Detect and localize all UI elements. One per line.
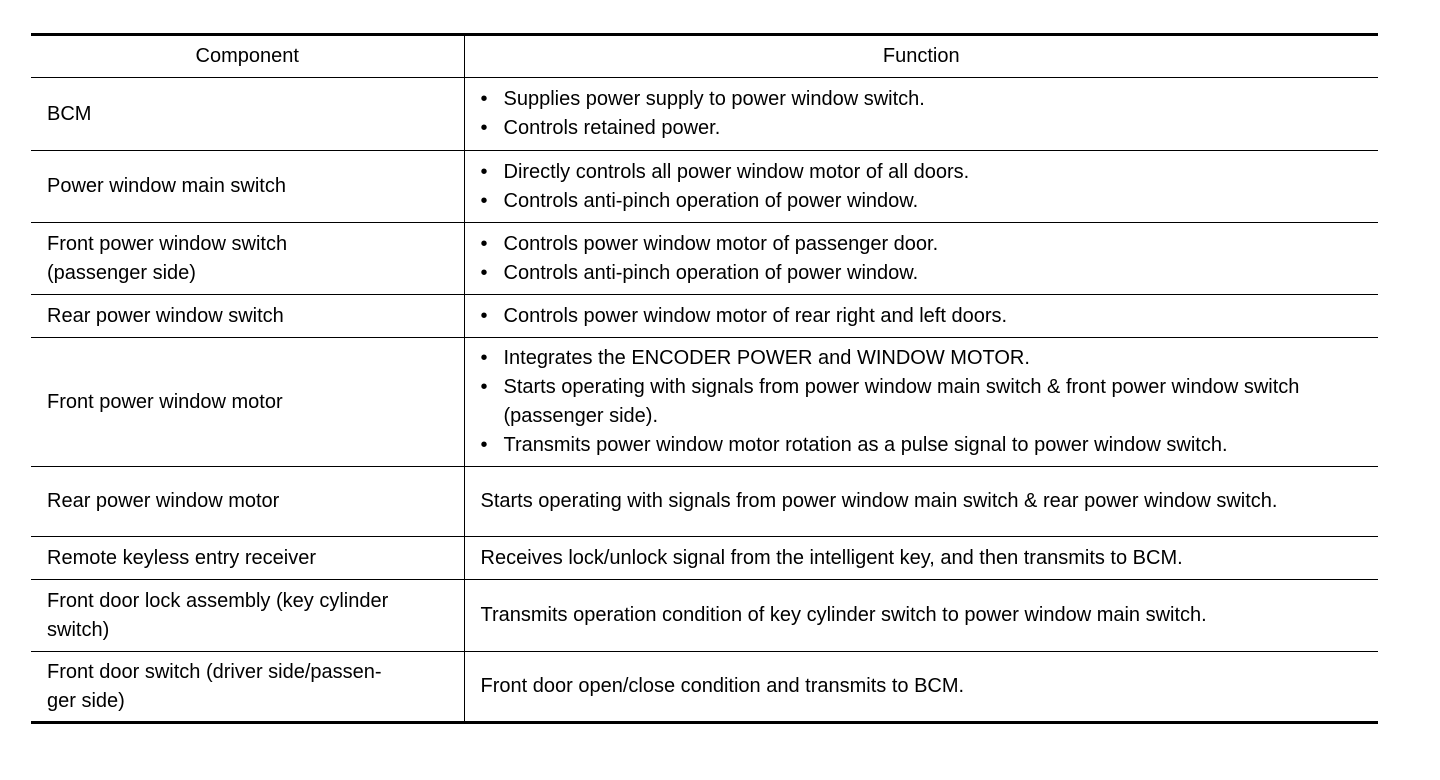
table-row bbox=[31, 151, 1378, 223]
header-function: Function bbox=[464, 35, 1378, 78]
function-bullet-list bbox=[481, 302, 1369, 331]
function-bullet-list bbox=[481, 158, 1369, 216]
component-function-table bbox=[31, 33, 1378, 724]
function-bullet: • Controls retained power. bbox=[481, 114, 1369, 143]
function-cell bbox=[464, 295, 1378, 338]
function-bullet: • Transmits power window motor rotation as a pulse signal to power window switch. bbox=[481, 431, 1369, 460]
component-cell: Rear power window motor bbox=[31, 467, 464, 537]
header-component: Component bbox=[31, 35, 464, 78]
function-cell bbox=[464, 223, 1378, 295]
function-bullet-list bbox=[481, 85, 1369, 143]
table-row bbox=[31, 338, 1378, 467]
table-row bbox=[31, 467, 1378, 537]
component-cell: Front door switch (driver side/passen- ger side) bbox=[31, 652, 464, 723]
component-cell: Front power window motor bbox=[31, 338, 464, 467]
function-bullet: • Directly controls all power window motor of all doors. bbox=[481, 158, 1369, 187]
function-bullet: • Starts operating with signals from power window main switch & front power window switch (passenger side). bbox=[481, 373, 1369, 431]
function-bullet-list bbox=[481, 230, 1369, 288]
function-bullet-list bbox=[481, 344, 1369, 460]
function-cell: Transmits operation condition of key cylinder switch to power window main switch. bbox=[464, 580, 1378, 652]
component-cell: BCM bbox=[31, 78, 464, 151]
table-row bbox=[31, 580, 1378, 652]
function-bullet: • Supplies power supply to power window switch. bbox=[481, 85, 1369, 114]
component-cell: Power window main switch bbox=[31, 151, 464, 223]
function-cell bbox=[464, 338, 1378, 467]
function-bullet: • Controls anti-pinch operation of power window. bbox=[481, 259, 1369, 288]
function-cell: Front door open/close condition and transmits to BCM. bbox=[480, 675, 965, 697]
table-row bbox=[31, 78, 1378, 151]
function-bullet: • Controls power window motor of passenger door. bbox=[481, 230, 1369, 259]
function-cell bbox=[464, 78, 1378, 151]
table-row bbox=[31, 223, 1378, 295]
table-row bbox=[31, 537, 1378, 580]
function-cell: Starts operating with signals from power window main switch & rear power window switch. bbox=[464, 467, 1378, 537]
component-cell: Remote keyless entry receiver bbox=[31, 537, 464, 580]
function-cell bbox=[464, 151, 1378, 223]
function-bullet: • Integrates the ENCODER POWER and WINDOW MOTOR. bbox=[481, 344, 1369, 373]
table-row bbox=[31, 652, 1378, 723]
table-row bbox=[31, 295, 1378, 338]
component-cell: Rear power window switch bbox=[31, 295, 464, 338]
function-cell: Receives lock/unlock signal from the intelligent key, and then transmits to BCM. bbox=[464, 537, 1378, 580]
header-row bbox=[31, 35, 1378, 78]
function-bullet: • Controls anti-pinch operation of power window. bbox=[481, 187, 1369, 216]
component-cell: Front power window switch (passenger side) bbox=[31, 223, 464, 295]
function-bullet: • Controls power window motor of rear right and left doors. bbox=[481, 302, 1369, 331]
component-cell: Front door lock assembly (key cylinder switch) bbox=[31, 580, 464, 652]
